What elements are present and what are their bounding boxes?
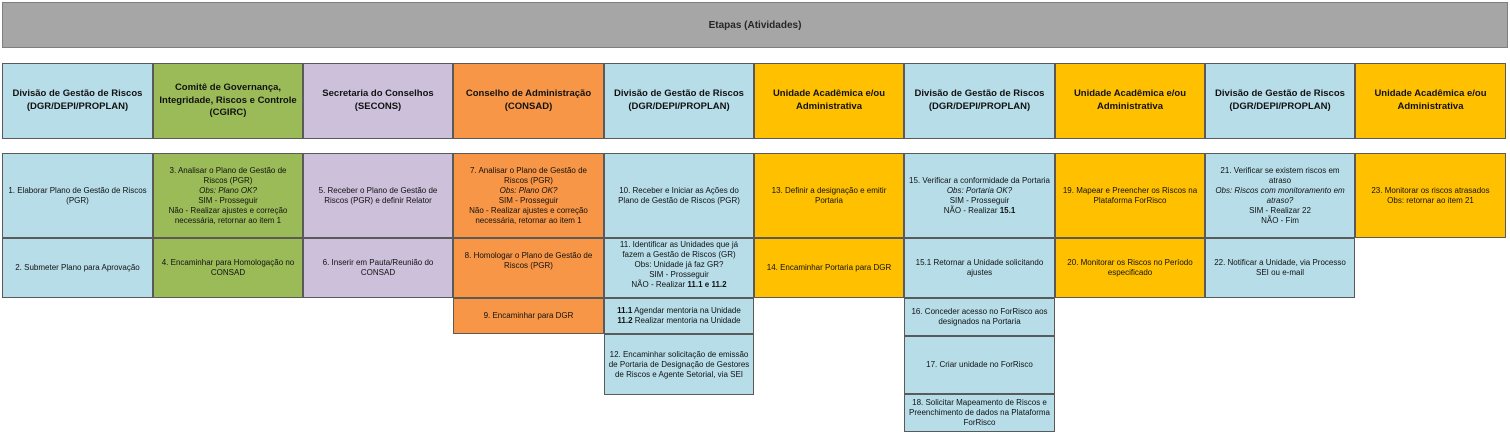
step-11-sub — [604, 298, 754, 334]
step-13-text: 13. Definir a designação e emitir Portaria — [771, 185, 887, 205]
step-3-obs: Obs: Plano OK? — [199, 185, 257, 195]
step-22-text: 22. Notificar a Unidade, via Processo SEI ou e-mail — [1214, 258, 1346, 277]
step-15 — [904, 153, 1055, 238]
step-1-text: 1. Elaborar Plano de Gestão de Riscos (PGR) — [8, 185, 147, 205]
step-11-2-text: Realizar mentoria na Unidade — [632, 316, 741, 325]
step-11-nao-prefix: NÃO - Realizar — [631, 280, 688, 289]
step-15-1 — [904, 238, 1055, 298]
step-13 — [754, 153, 904, 238]
step-8-text: 8. Homologar o Plano de Gestão de Riscos (PGR) — [464, 251, 593, 270]
stages-banner — [2, 2, 1508, 48]
header-dgr-3: Divisão de Gestão de Riscos (DGR/DEPI/PROPLAN) — [904, 63, 1055, 139]
step-3 — [153, 153, 303, 238]
header-consad: Conselho de Administração (CONSAD) — [453, 63, 604, 139]
step-21-obs: Obs: Riscos com monitoramento em atraso? — [1215, 185, 1345, 205]
step-5-text: 5. Receber o Plano de Gestão de Riscos (PGR) e definir Relator — [318, 185, 438, 205]
step-14 — [754, 238, 904, 298]
step-11-title: 11. Identificar as Unidades que já fazem a Gestão de Riscos (GR) — [619, 240, 739, 259]
step-20 — [1055, 238, 1205, 298]
step-3-nao: Não - Realizar ajustes e correção necessária, retornar ao item 1 — [168, 205, 288, 225]
step-9-text: 9. Encaminhar para DGR — [483, 311, 574, 320]
step-11-1-text: Agendar mentoria na Unidade — [632, 306, 741, 315]
step-21 — [1205, 153, 1355, 238]
step-12 — [604, 334, 754, 395]
step-23-obs: Obs: retornar ao item 21 — [1387, 195, 1474, 205]
step-18-text: 18. Solicitar Mapeamento de Riscos e Preenchimento de dados na Plataforma ForRisco — [909, 398, 1050, 427]
step-6 — [303, 238, 453, 298]
step-17 — [904, 336, 1055, 394]
header-unidade-1: Unidade Acadêmica e/ou Administrativa — [754, 63, 904, 139]
header-secons: Secretaria do Conselhos (SECONS) — [303, 63, 453, 139]
step-20-text: 20. Monitorar os Riscos no Período especificado — [1067, 258, 1193, 277]
step-11-sim: SIM - Prosseguir — [649, 270, 709, 279]
step-15-nao — [944, 206, 1016, 216]
step-23-title: 23. Monitorar os riscos atrasados — [1371, 185, 1490, 195]
step-18 — [904, 394, 1055, 432]
step-21-title: 21. Verificar se existem riscos em atraso — [1220, 165, 1340, 185]
step-7-title: 7. Analisar o Plano de Gestão de Riscos (PGR) — [470, 165, 587, 185]
step-7-sim: SIM - Prosseguir — [498, 195, 559, 205]
step-15-1-text: 15.1 Retornar a Unidade solicitando ajustes — [915, 258, 1044, 277]
step-10 — [604, 153, 754, 238]
step-11-2-num: 11.2 — [617, 316, 633, 325]
step-2-text: 2. Submeter Plano para Aprovação — [15, 263, 140, 272]
header-dgr-2: Divisão de Gestão de Riscos (DGR/DEPI/PROPLAN) — [604, 63, 754, 139]
step-10-text: 10. Receber e Iniciar as Ações do Plano de Gestão de Riscos (PGR) — [618, 185, 740, 205]
step-17-text: 17. Criar unidade no ForRisco — [926, 360, 1033, 369]
step-11-2 — [617, 316, 740, 326]
step-7 — [453, 153, 604, 238]
step-19-text: 19. Mapear e Preencher os Riscos na Plataforma ForRisco — [1062, 185, 1198, 205]
step-11 — [604, 238, 754, 298]
step-15-sim: SIM - Prosseguir — [949, 195, 1010, 205]
header-dgr-4: Divisão de Gestão de Riscos (DGR/DEPI/PROPLAN) — [1205, 63, 1355, 139]
header-unidade-3: Unidade Acadêmica e/ou Administrativa — [1355, 63, 1506, 139]
step-1 — [2, 153, 153, 238]
step-21-nao: NÃO - Fim — [1261, 215, 1299, 225]
step-16-text: 16. Conceder acesso no ForRisco aos designados na Portaria — [911, 307, 1048, 326]
step-4 — [153, 238, 303, 298]
step-22 — [1205, 238, 1355, 298]
step-2 — [2, 238, 153, 298]
step-15-nao-prefix: NÃO - Realizar — [943, 205, 1000, 215]
step-6-text: 6. Inserir em Pauta/Reunião do CONSAD — [322, 258, 434, 277]
step-8 — [453, 238, 604, 298]
header-cgirc: Comitê de Governança, Integridade, Riscos e Controle (CGIRC) — [153, 63, 303, 139]
header-dgr-1: Divisão de Gestão de Riscos (DGR/DEPI/PROPLAN) — [2, 63, 153, 139]
step-11-nao — [631, 280, 726, 290]
step-21-sim: SIM - Realizar 22 — [1249, 205, 1311, 215]
header-unidade-2: Unidade Acadêmica e/ou Administrativa — [1055, 63, 1205, 139]
step-11-1-num: 11.1 — [617, 306, 633, 315]
step-23 — [1355, 153, 1506, 238]
step-5 — [303, 153, 453, 238]
step-15-title: 15. Verificar a conformidade da Portaria — [909, 175, 1050, 185]
step-14-text: 14. Encaminhar Portaria para DGR — [766, 263, 892, 272]
step-11-1 — [617, 306, 741, 316]
step-11-nao-items: 11.1 e 11.2 — [687, 280, 727, 289]
step-3-title: 3. Analisar o Plano de Gestão de Riscos (PGR) — [169, 165, 287, 185]
step-12-text: 12. Encaminhar solicitação de emissão de Portaria de Designação de Gestores de Riscos e Agente Setorial, via SEI — [608, 349, 750, 379]
step-15-nao-item: 15.1 — [999, 205, 1016, 215]
banner-title: Etapas (Atividades) — [708, 19, 802, 31]
step-16 — [904, 298, 1055, 336]
step-7-obs: Obs: Plano OK? — [499, 185, 558, 195]
step-11-obs: Obs: Unidade já faz GR? — [634, 260, 724, 269]
step-9 — [453, 298, 604, 334]
step-3-sim: SIM - Prosseguir — [198, 195, 258, 205]
step-19 — [1055, 153, 1205, 238]
step-7-nao: Não - Realizar ajustes e correção necessária, retornar ao item 1 — [469, 205, 588, 225]
step-4-text: 4. Encaminhar para Homologação no CONSAD — [161, 258, 295, 277]
step-15-obs: Obs: Portaria OK? — [946, 185, 1013, 195]
